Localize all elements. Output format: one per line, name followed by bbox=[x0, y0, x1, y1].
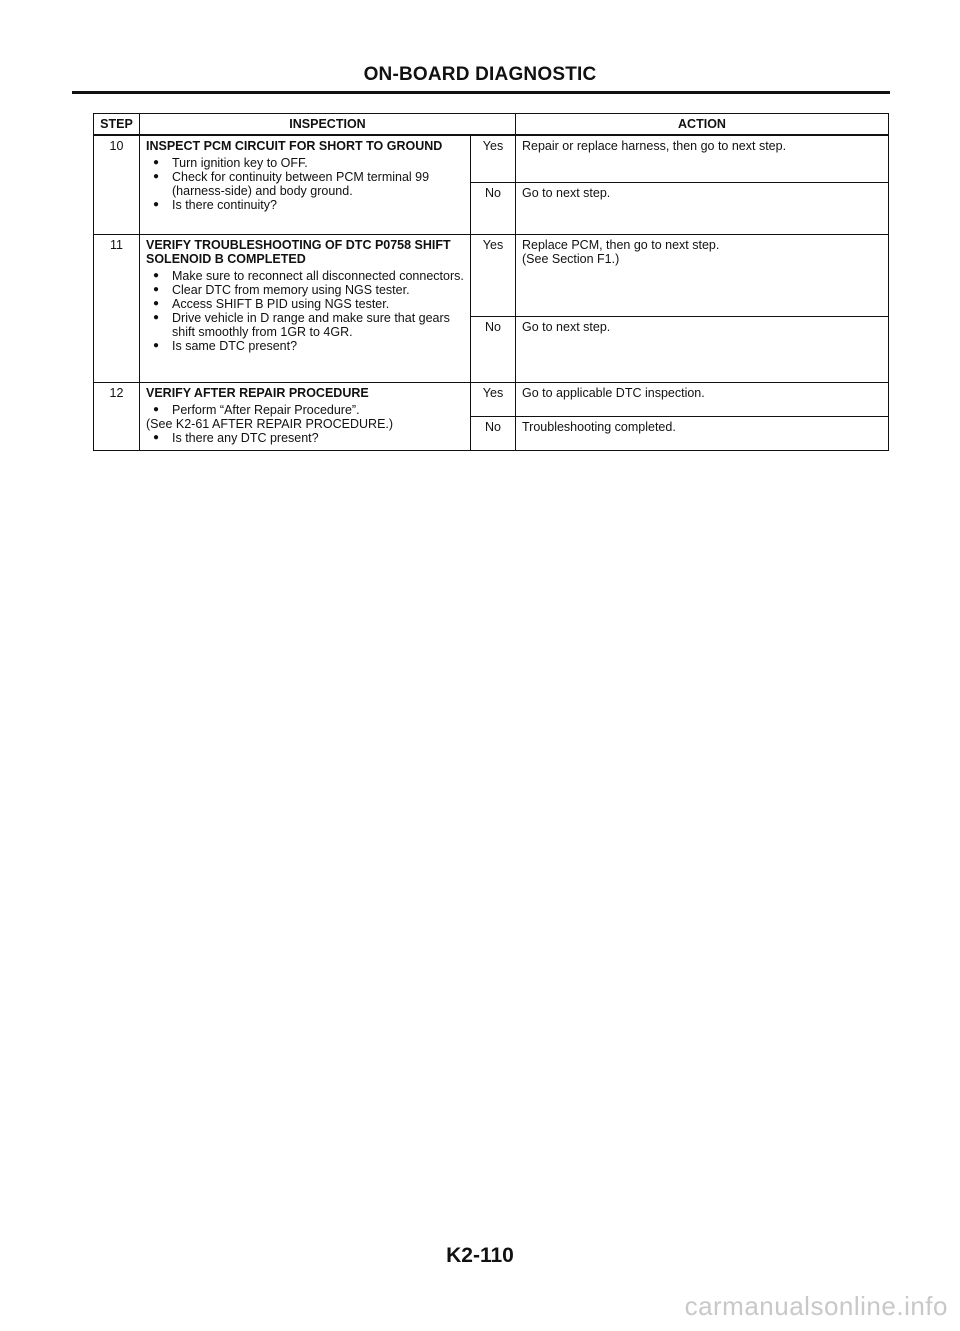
action-text: Go to next step. bbox=[522, 185, 611, 200]
no-action bbox=[516, 316, 889, 382]
header-row bbox=[94, 114, 889, 136]
header-step: STEP bbox=[94, 114, 140, 136]
header-action: ACTION bbox=[516, 114, 889, 136]
check-list bbox=[146, 431, 464, 445]
check-item: ● Is there any DTC present? bbox=[146, 431, 464, 445]
yes-label: Yes bbox=[471, 135, 516, 182]
no-action bbox=[516, 416, 889, 450]
no-label: No bbox=[471, 316, 516, 382]
yes-action bbox=[516, 135, 889, 182]
inspection-title: VERIFY AFTER REPAIR PROCEDURE bbox=[146, 385, 369, 400]
step-number: 11 bbox=[94, 234, 140, 382]
action-text: (See Section F1.) bbox=[522, 251, 620, 266]
check-item: ● Perform “After Repair Procedure”. bbox=[146, 403, 464, 417]
yes-label: Yes bbox=[471, 234, 516, 316]
inspection-title: VERIFY TROUBLESHOOTING OF DTC P0758 SHIFT SOLENOID B COMPLETED bbox=[146, 237, 451, 266]
table-row bbox=[94, 135, 889, 182]
page-title: ON-BOARD DIAGNOSTIC bbox=[363, 64, 597, 85]
action-text: Go to applicable DTC inspection. bbox=[522, 385, 705, 400]
action-text: Go to next step. bbox=[522, 319, 611, 334]
action-text: Troubleshooting completed. bbox=[522, 419, 676, 434]
table-row bbox=[94, 234, 889, 316]
check-item: ● Access SHIFT B PID using NGS tester. bbox=[146, 297, 464, 311]
watermark: carmanualsonline.info bbox=[684, 1291, 948, 1321]
table-row bbox=[94, 382, 889, 416]
check-item: ● Drive vehicle in D range and make sure that gears shift smoothly from 1GR to 4GR. bbox=[146, 311, 464, 339]
no-label: No bbox=[471, 182, 516, 234]
check-list bbox=[146, 269, 464, 353]
header-inspection: INSPECTION bbox=[140, 114, 516, 136]
cross-reference-note: (See K2-61 AFTER REPAIR PROCEDURE.) bbox=[146, 416, 394, 431]
action-text: Repair or replace harness, then go to next step. bbox=[522, 139, 787, 153]
check-list bbox=[146, 156, 464, 212]
no-action bbox=[516, 182, 889, 234]
diagnostic-table bbox=[93, 113, 889, 451]
step-number: 12 bbox=[94, 382, 140, 450]
yes-label: Yes bbox=[471, 382, 516, 416]
inspection-title: INSPECT PCM CIRCUIT FOR SHORT TO GROUND bbox=[146, 139, 443, 153]
inspection-cell bbox=[140, 234, 471, 382]
page-number: K2-110 bbox=[446, 1244, 514, 1267]
check-item: ● Is there continuity? bbox=[146, 198, 464, 212]
yes-action bbox=[516, 382, 889, 416]
inspection-cell bbox=[140, 135, 471, 234]
action-text: Replace PCM, then go to next step. bbox=[522, 237, 720, 252]
check-item: ● Is same DTC present? bbox=[146, 339, 464, 353]
yes-action bbox=[516, 234, 889, 316]
title-rule bbox=[72, 91, 890, 94]
no-label: No bbox=[471, 416, 516, 450]
check-item: ● Clear DTC from memory using NGS tester. bbox=[146, 283, 464, 297]
check-item: ● Check for continuity between PCM terminal 99 (harness-side) and body ground. bbox=[146, 170, 464, 198]
check-item: ● Make sure to reconnect all disconnected connectors. bbox=[146, 269, 464, 283]
check-item: ● Turn ignition key to OFF. bbox=[146, 156, 464, 170]
inspection-cell bbox=[140, 382, 471, 450]
step-number: 10 bbox=[94, 135, 140, 234]
check-list bbox=[146, 403, 464, 417]
